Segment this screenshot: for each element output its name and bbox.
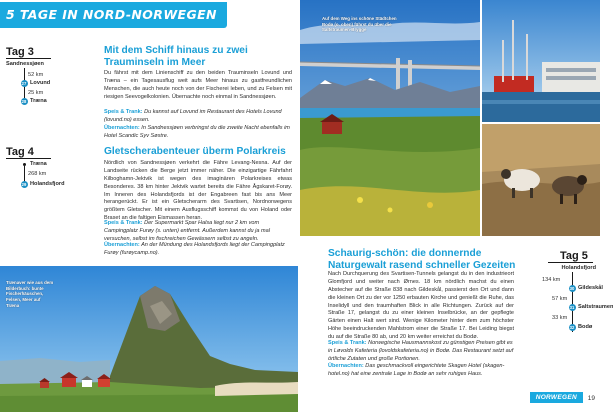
route-stop: Holandsfjord (561, 265, 596, 271)
page-number: 19 (587, 395, 595, 402)
route-stop: Holandsfjord (30, 181, 65, 187)
day3-title: Mit dem Schiff hinaus zu zwei Trauminseln im Meer (104, 45, 248, 68)
day5-label: Tag 5 (560, 250, 588, 262)
day4-title: Gletscherabenteuer überm Polarkreis (104, 146, 286, 157)
route-stop: Saltstraumen (578, 304, 613, 310)
day4-tip-food (104, 220, 292, 244)
route-distance: 25 km (28, 90, 44, 96)
tip-text: In Sandnessjøen verbringst du die zweite Nacht ebenfalls im Hotel Scandic Syv Søstre. (104, 125, 290, 139)
route-badge: 31 (569, 305, 575, 310)
photo-harbour (482, 0, 600, 122)
tip-text: Norwegische Hausmannskost zu günstigen Preisen gibt es in Løvolds Kafeteria (lovoldskafeteria.no) in Bodø. Das Restaurant setzt auf örtliche Zutaten und große Portionen. (328, 340, 514, 362)
tip-text: An der Mündung des Holandsfjords liegt der Campingplatz Furøy (furøycamp.no). (104, 242, 285, 256)
route-distance: 268 km (28, 171, 47, 177)
photo-sheep (482, 124, 600, 236)
photo-traena (0, 266, 298, 412)
route-badge: 32 (569, 325, 575, 330)
tip-label: Speis & Trank: (104, 220, 143, 226)
route-badge: 30 (569, 286, 575, 291)
route-line (572, 272, 573, 332)
route-stop: Træna (30, 98, 47, 104)
route-stop: Sandnessjøen (6, 61, 44, 67)
day3-tip-stay (104, 125, 292, 141)
photo-sheep-art (482, 124, 600, 236)
route-stop: Gildeskål (578, 285, 603, 291)
photo-bridge (300, 0, 480, 236)
day3-body: Du fährst mit dem Linienschiff zu den beiden Trauminseln Lovund und Træna – ein Tagesausflug weit aufs Meer hinaus zu gastfreundlichen Menschen, die auch heute noch von der Fischerei leben, und zu Felsen mit riesigen Seevogelkolonien. Übernachte noch einmal in Sandnessjøen. (104, 70, 292, 100)
route-distance: 57 km (552, 296, 568, 302)
day3-label: Tag 3 (6, 46, 34, 58)
tip-label: Übernachten: (104, 242, 140, 248)
route-stop: Bodø (578, 324, 593, 330)
tip-label: Speis & Trank: (328, 340, 367, 346)
day4-label: Tag 4 (6, 146, 34, 158)
day3-route (6, 62, 86, 107)
route-badge: 29 (21, 182, 27, 187)
photo-bridge-caption: Auf dem Weg ins schöne Städtchen Bodø (o. oben) führst du über die Saltstraumen-Brygge (322, 16, 397, 33)
page-title: 5 TAGE IN NORD-NORWEGEN (0, 2, 227, 28)
tip-text: Du kannst auf Lovund im Restaurant des Hotels Lovund (lovund.no) essen. (104, 109, 282, 123)
day4-tip-stay (104, 242, 292, 258)
day4-body: Nördlich von Sandnessjøen verkehrt die Fähre Levang-Nesna. Auf der Landseite rücken die Berge jetzt immer näher. Die einzigartige Fährfahrt Kilboghamn-Jektvik ist wegen des imaginären Polarkreises etwas Besonderes. 38 km hinter Jektvik wartet bereits die Fähre Ågskaret-Forøy. Im Inneren des Holandsfjords ist der Engabreen fast bis ans Meer herangerückt. Er ist ein Gletscherarm des Svartisen, Nordnorwegens größtem Gletscher. Mit einem Ausflugsschiff kommst du von Holand oder Braset an die faltigen Eismassen heran. (104, 160, 292, 222)
route-distance: 33 km (552, 315, 568, 321)
route-line (24, 166, 25, 182)
header-band (0, 0, 300, 34)
footer-region-tag: NORWEGEN (530, 392, 583, 403)
route-badge: 28 (21, 99, 27, 104)
tip-label: Übernachten: (328, 363, 364, 369)
route-stop: Lovund (30, 80, 51, 86)
day4-route (6, 162, 86, 192)
day5-title: Schaurig-schön: die donnernde Naturgewalt rasend schneller Gezeiten (328, 248, 516, 271)
route-distance: 52 km (28, 72, 44, 78)
day5-tip-food (328, 340, 514, 364)
day4-rule (6, 158, 51, 159)
photo-traena-caption: Trænaver wie aus dem Bilderbuch: bunte Fischerhäuschen, Felsen, Meer auf Træna (6, 280, 54, 308)
tip-label: Übernachten: (104, 125, 140, 131)
route-stop: Træna (30, 161, 47, 167)
route-distance: 134 km (542, 277, 561, 283)
day5-body: Nach Durchquerung des Svartisen-Tunnels gelangst du in den industrieort Glomfjord und weiter nach Ørnes. 18 km nördlich machst du einen Abstecher auf die Straße 838 nach Gildeskål, passierst den Ort und dann die kleinen Ort zu der vor 1250 erbauten Kirche und genießt die Ruhe, das Inselidyll und den traumhaften Blick in alle Richtungen. Zurück auf der Straße 17, gelangst du zu einer kleinen Inselbrücke, an der gepflegte Gärten einen Halt wert sind. Wenige Kilometer hinter dem zum höchster Höhe beeindruckenden Mahlstrom einer die Straße 17. Bei Leiding biegst du auf die Straße 80 ab, und 20 km weiter erreichst du Bodø. (328, 271, 514, 340)
day5-route (522, 265, 613, 341)
day5-rule (548, 262, 593, 263)
day3-rule (6, 58, 51, 59)
day5-tip-stay (328, 363, 514, 379)
photo-bridge-art (300, 0, 480, 236)
tip-text: Das geschmackvoll eingerichtete Skagen Hotel (skagen-hotel.no) hat eine zentrale Lage in Bodø an sehr ruhiges Haus. (328, 363, 505, 377)
tip-label: Speis & Trank: (104, 109, 143, 115)
day3-tip-food (104, 109, 292, 125)
photo-harbour-art (482, 0, 600, 122)
tip-text: Der Supermarkt Spar Halsa liegt nur 2 km vom Campingplatz Furøy (s. unten) entfernt. Außerdem kannst du ja mal versuchen, selbst im fischreichen Gewässern selbst zu angeln. (104, 220, 270, 242)
route-badge: 27 (21, 81, 27, 86)
